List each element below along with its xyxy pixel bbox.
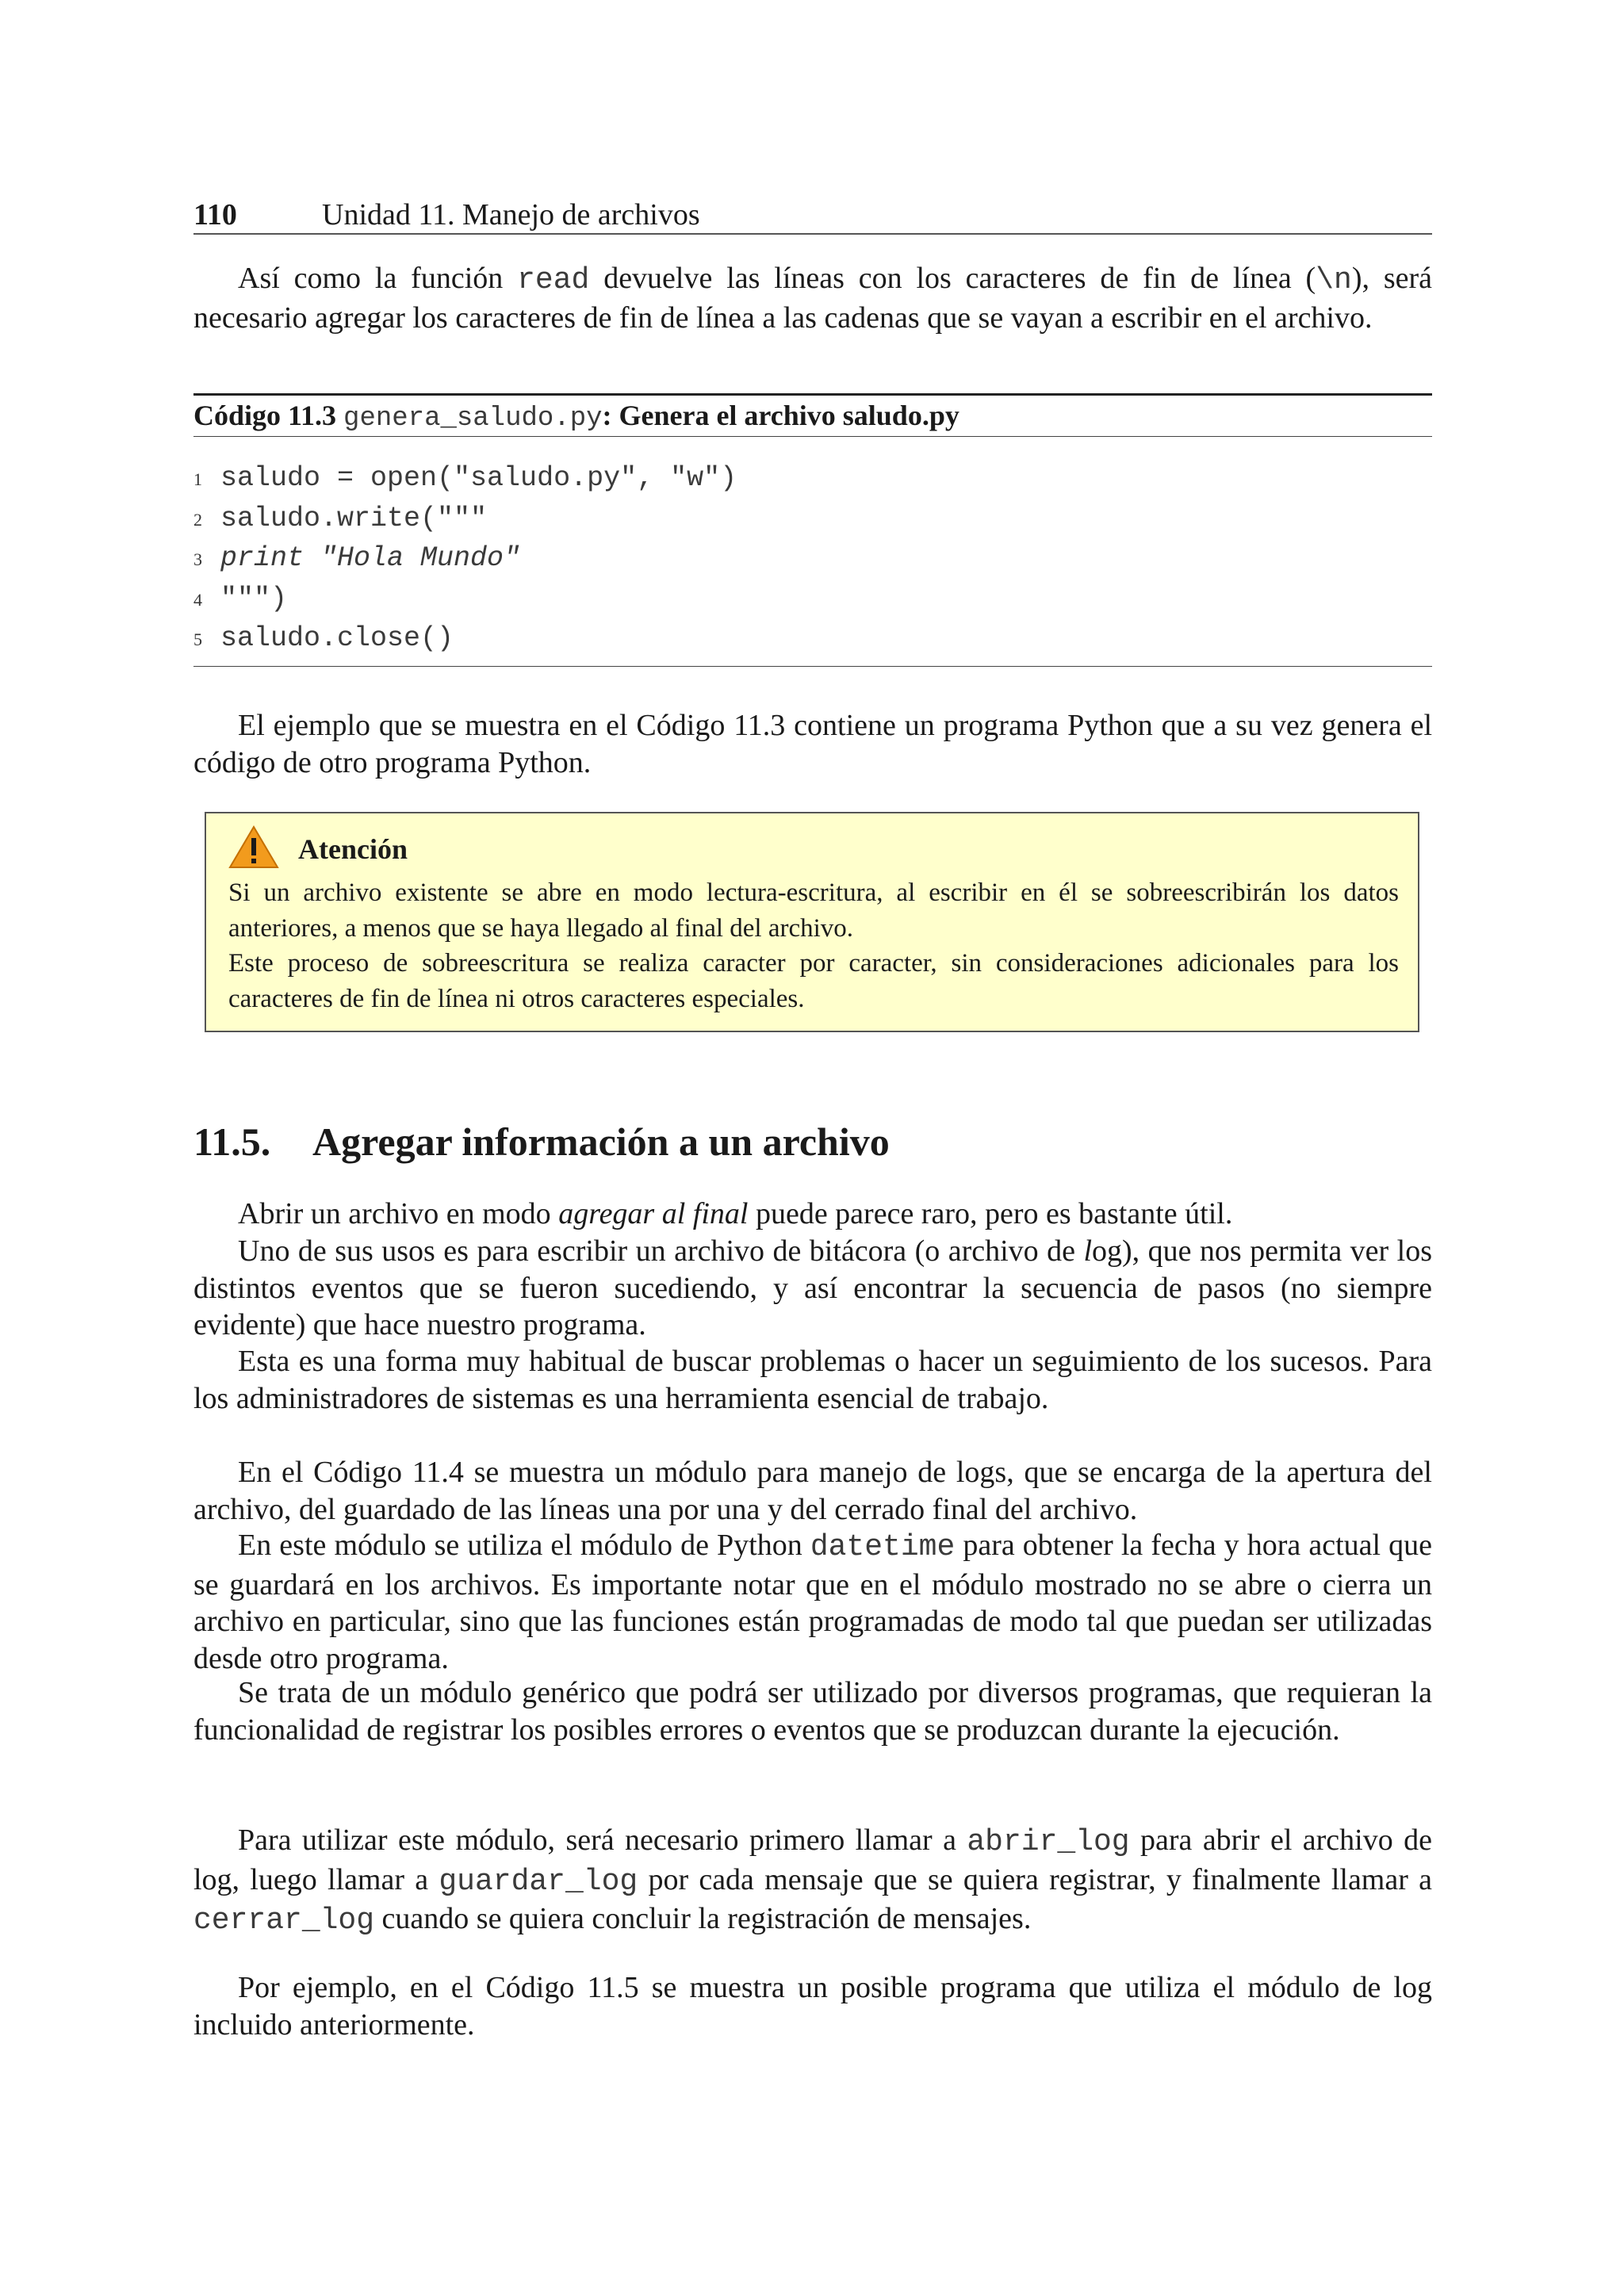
paragraph: Para utilizar este módulo, será necesario primero llamar a abrir_log para abrir el archivo de log, luego llamar a guardar_log por cada mensaje que se quiera registrar, y finalmente llamar a cerrar_log cuando se quiera concluir la registración de mensajes.: [193, 1823, 1433, 1938]
listing-label: Código 11.3: [193, 400, 337, 431]
page-number: 110: [193, 198, 237, 232]
inline-code: guardar_log: [439, 1864, 638, 1899]
inline-code: \n: [1316, 263, 1352, 297]
warning-text: Si un archivo existente se abre en modo lectura-escritura, al escribir en él se sobreescribirán los datos anteriores, a menos que se haya llegado al final del archivo. Este proceso de sobreescritura se realiza caracter por caracter, sin consideraciones adicionales para los caracteres de fin de línea ni otros caracteres especiales.: [228, 878, 1399, 1013]
inline-code: read: [517, 263, 590, 297]
warning-title: Atención: [298, 833, 408, 865]
code-line: 4 """): [193, 582, 288, 614]
paragraph: Uno de sus usos es para escribir un archivo de bitácora (o archivo de log), que nos permita ver los distintos eventos que se fueron sucediendo, y así encontrar la secuencia de pasos (no siempre evidente) que hace nuestro programa.: [193, 1234, 1432, 1341]
paragraph: En el Código 11.4 se muestra un módulo para manejo de logs, que se encarga de la apertura del archivo, del guardado de las líneas una por una y del cerrado final del archivo.: [193, 1456, 1432, 1526]
code-line: 1 saludo = open("saludo.py", "w"): [193, 462, 737, 494]
section-heading: [193, 1118, 890, 1165]
code-line: 2 saludo.write(""": [193, 502, 488, 534]
code-line: 3 print "Hola Mundo": [193, 542, 521, 574]
inline-code: abrir_log: [967, 1825, 1130, 1859]
section-title: Agregar información a un archivo: [312, 1119, 890, 1164]
section-number: 11.5.: [193, 1119, 271, 1164]
paragraph: En este módulo se utiliza el módulo de Python datetime para obtener la fecha y hora actual que se guardará en los archivos. Es importante notar que en el módulo mostrado no se abre o cierra un archivo en particular, sino que las funciones están programadas de modo tal que puedan ser utilizadas desde otro programa.: [193, 1529, 1432, 1675]
code-listing: [193, 458, 737, 659]
warning-icon: [228, 825, 279, 869]
listing-top-rule: [193, 393, 1432, 396]
intro-paragraph: Así como la función read devuelve las líneas con los caracteres de fin de línea (\n), será necesario agregar los caracteres de fin de línea a las cadenas que se vayan a escribir en el archivo.: [193, 262, 1432, 335]
paragraph: Esta es una forma muy habitual de buscar problemas o hacer un seguimiento de los sucesos. Para los administradores de sistemas es una herramienta esencial de trabajo.: [193, 1345, 1432, 1415]
inline-code: datetime: [810, 1530, 956, 1564]
listing-caption-rule: [193, 436, 1432, 437]
paragraph: Abrir un archivo en modo agregar al final puede parece raro, pero es bastante útil.: [238, 1197, 1233, 1230]
chapter-title: Unidad 11. Manejo de archivos: [322, 198, 700, 232]
inline-code: cerrar_log: [193, 1904, 375, 1938]
listing-filename: genera_saludo.py: [343, 404, 603, 434]
code-line: 5 saludo.close(): [193, 622, 454, 654]
paragraph: Se trata de un módulo genérico que podrá ser utilizado por diversos programas, que requieran la funcionalidad de registrar los posibles errores o eventos que se produzcan durante la ejecución.: [193, 1676, 1432, 1747]
warning-box: [205, 812, 1419, 1032]
running-header: [193, 197, 1432, 235]
paragraph: El ejemplo que se muestra en el Código 11.3 contiene un programa Python que a su vez genera el código de otro programa Python.: [193, 709, 1432, 779]
listing-caption: [193, 398, 959, 436]
listing-description: : Genera el archivo saludo.py: [602, 400, 959, 431]
listing-bottom-rule: [193, 666, 1432, 667]
paragraph: Por ejemplo, en el Código 11.5 se muestra un posible programa que utiliza el módulo de log incluido anteriormente.: [193, 1971, 1432, 2042]
